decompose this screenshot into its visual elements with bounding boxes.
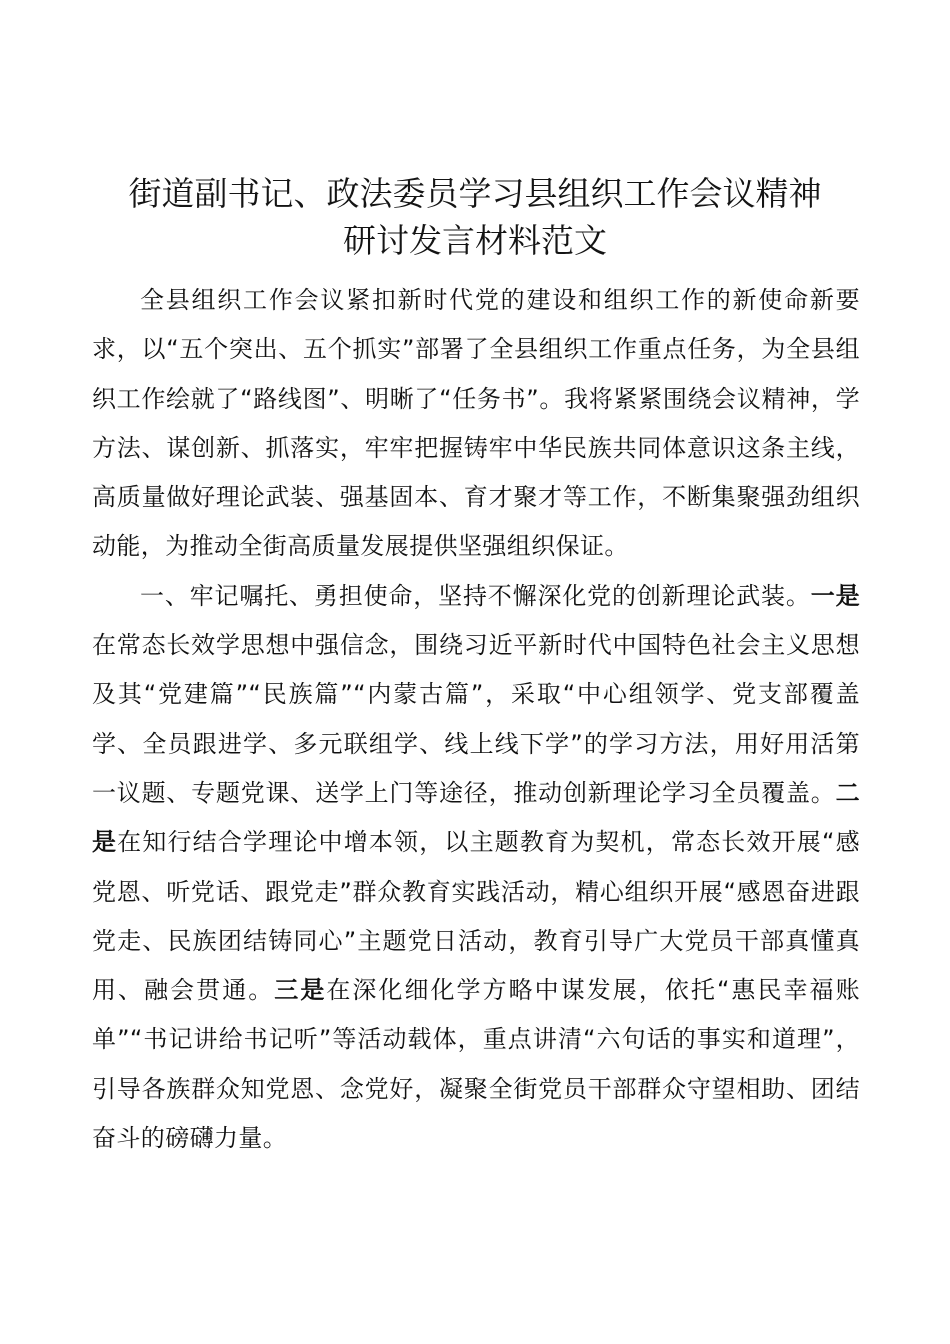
title-line-1: 街道副书记、政法委员学习县组织工作会议精神	[128, 174, 822, 213]
title-line-2: 研讨发言材料范文	[343, 221, 607, 260]
point-one-label: 一是	[810, 581, 860, 610]
section-one-heading: 一、牢记嘱托、勇担使命，坚持不懈深化党的创新理论武装。	[140, 581, 811, 610]
intro-paragraph: 全县组织工作会议紧扣新时代党的建设和组织工作的新使命新要求，以“五个突出、五个抓实”部署了全县组织工作重点任务，为全县组织工作绘就了“路线图”、明晰了“任务书”。我将紧紧围绕会议精神，学方法、谋创新、抓落实，牢牢把握铸牢中华民族共同体意识这条主线，高质量做好理论武装、强基固本、育才聚才等工作，不断集聚强劲组织动能，为推动全街高质量发展提供坚强组织保证。	[92, 286, 860, 561]
point-three-text: 在深化细化学方略中谋发展，依托“惠民幸福账单”“书记讲给书记听”等活动载体，重点讲清“六句话的事实和道理”，引导各族群众知党恩、念党好，凝聚全街党员干部群众守望相助、团结奋斗的磅礴力量。	[92, 976, 860, 1153]
section-one-paragraph	[92, 572, 860, 1164]
document-body	[92, 276, 860, 1163]
point-one-text: 在常态长效学思想中强信念，围绕习近平新时代中国特色社会主义思想及其“党建篇”“民族篇”“内蒙古篇”，采取“中心组领学、党支部覆盖学、全员跟进学、多元联组学、线上线下学”的学习方法，用好用活第一议题、专题党课、送学上门等途径，推动创新理论学习全员覆盖。	[92, 631, 860, 807]
point-two-text: 在知行结合学理论中增本领，以主题教育为契机，常态长效开展“感党恩、听党话、跟党走”群众教育实践活动，精心组织开展“感恩奋进跟党走、民族团结铸同心”主题党日活动，教育引导广大党员干部真懂真用、融会贯通。	[92, 828, 860, 1005]
point-three-label: 三是	[274, 976, 327, 1005]
document-title	[80, 170, 870, 264]
point-two-label: 二是	[92, 778, 860, 857]
